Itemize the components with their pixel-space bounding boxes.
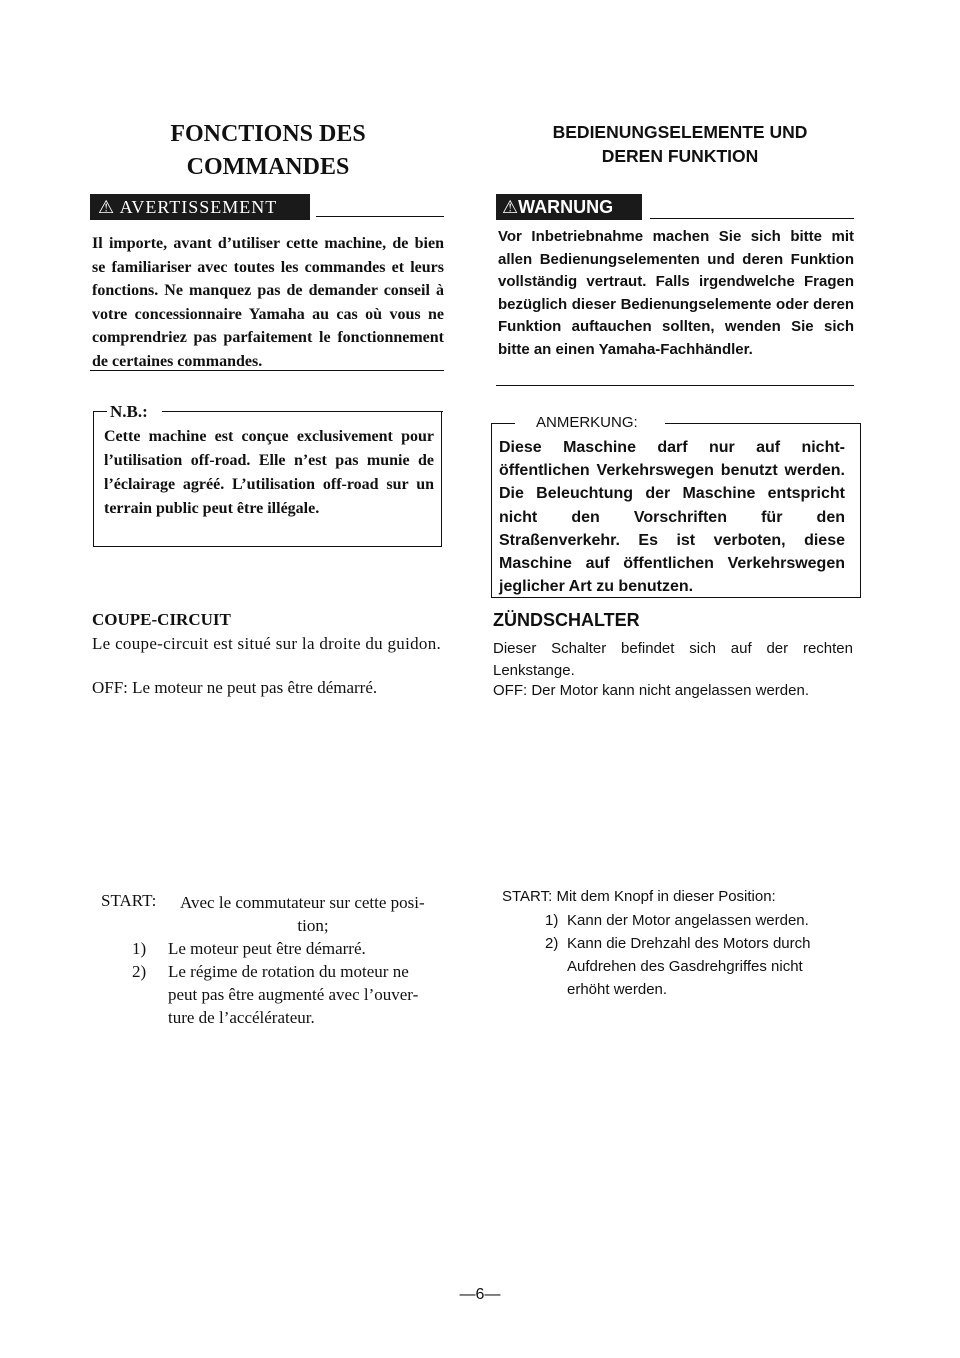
french-title-line-1: FONCTIONS DES — [170, 121, 366, 147]
german-section-title — [496, 120, 864, 168]
german-warning-text: Vor Inbetriebnahme machen Sie sich bitte mit allen Bedienungselementen und deren Funktion vollständig vertraut. Falls irgendwelche Fragen bezüglich dieser Bedienungselemente oder deren Funktion auftauchen sollten, wenden Sie sich bitte an einen Yamaha-Fachhändler. — [498, 228, 854, 358]
french-item-2-number: 2) — [132, 962, 147, 981]
german-item-2-line-1: Kann die Drehzahl des Motors durch — [567, 935, 811, 952]
german-section-heading: ZÜNDSCHALTER — [493, 610, 640, 630]
french-note-text: Cette machine est conçue exclusivement pour l’utilisation off-road. Elle n’est pas munie de l’éclairage agréé. L’utilisation off-road sur un terrain public peut être illégale. — [104, 428, 434, 517]
french-note-top-line — [162, 411, 443, 412]
french-item-2-line-2: peut pas être augmenté avec l’ouver- — [168, 985, 419, 1004]
french-item-2-line-1: Le régime de rotation du moteur ne — [168, 962, 409, 981]
french-warning-badge: ⚠ AVERTISSEMENT — [90, 194, 310, 220]
german-note-top-line — [665, 423, 861, 424]
german-note-label: ANMERKUNG: — [536, 414, 638, 431]
french-note-top-dash — [93, 411, 107, 412]
french-warning-rule — [316, 216, 444, 217]
page-number: —6— — [459, 1286, 501, 1303]
german-item-2-line-3: erhöht werden. — [567, 981, 668, 998]
french-warning-text: Il importe, avant d’utiliser cette machine, de bien se familiariser avec toutes les commandes et leurs fonctions. Ne manquez pas de demander conseil à votre concessionnaire Yamaha au cas où vous ne comprendriez pas parfaitement le fonctionnement de certaines commandes. — [92, 235, 444, 370]
german-warning-bottom-rule — [496, 385, 854, 386]
german-title-line-2: DEREN FUNKTION — [601, 146, 759, 166]
french-start-label: START: — [101, 891, 157, 910]
german-note-top-dash — [491, 423, 515, 424]
german-item-1-text: Kann der Motor angelassen werden. — [567, 912, 809, 929]
german-warning-badge: ⚠WARNUNG — [496, 194, 642, 220]
french-warning-bottom-rule — [90, 370, 444, 371]
french-off-text: OFF: Le moteur ne peut pas être démarré. — [92, 678, 378, 697]
german-section-body: Dieser Schalter befindet sich auf der rechten Lenkstange. — [493, 640, 853, 679]
french-item-1-text: Le moteur peut être démarré. — [168, 939, 366, 958]
french-item-2-line-3: ture de l’accélérateur. — [168, 1008, 315, 1027]
french-start-text-line-2: tion; — [297, 916, 329, 935]
german-item-2-number: 2) — [545, 935, 559, 952]
german-warning-rule — [650, 218, 854, 219]
german-off-text: OFF: Der Motor kann nicht angelassen werden. — [493, 682, 809, 699]
french-item-1-number: 1) — [132, 939, 147, 958]
french-note-label: N.B.: — [110, 402, 148, 421]
french-section-body: Le coupe-circuit est situé sur la droite du guidon. — [92, 634, 442, 653]
french-start-text-line-1: Avec le commutateur sur cette posi- — [180, 893, 425, 912]
german-note-text: Diese Maschine darf nur auf nicht-öffentlichen Verkehrswegen benutzt werden. Die Beleuchtung der Maschine entspricht nicht den Vorschriften für den Straßenverkehr. Es ist verboten, diese Maschine auf öffentlichen Verkehrswegen jeglicher Art zu benutzen. — [499, 439, 845, 596]
german-item-1-number: 1) — [545, 912, 559, 929]
german-item-2-line-2: Aufdrehen des Gasdrehgriffes nicht — [567, 958, 803, 975]
german-start-text: START: Mit dem Knopf in dieser Position: — [502, 888, 776, 905]
french-section-heading: COUPE-CIRCUIT — [92, 610, 231, 629]
german-title-line-1: BEDIENUNGSELEMENTE UND — [552, 122, 808, 142]
french-section-title — [90, 118, 446, 184]
french-title-line-2: COMMANDES — [186, 154, 350, 180]
